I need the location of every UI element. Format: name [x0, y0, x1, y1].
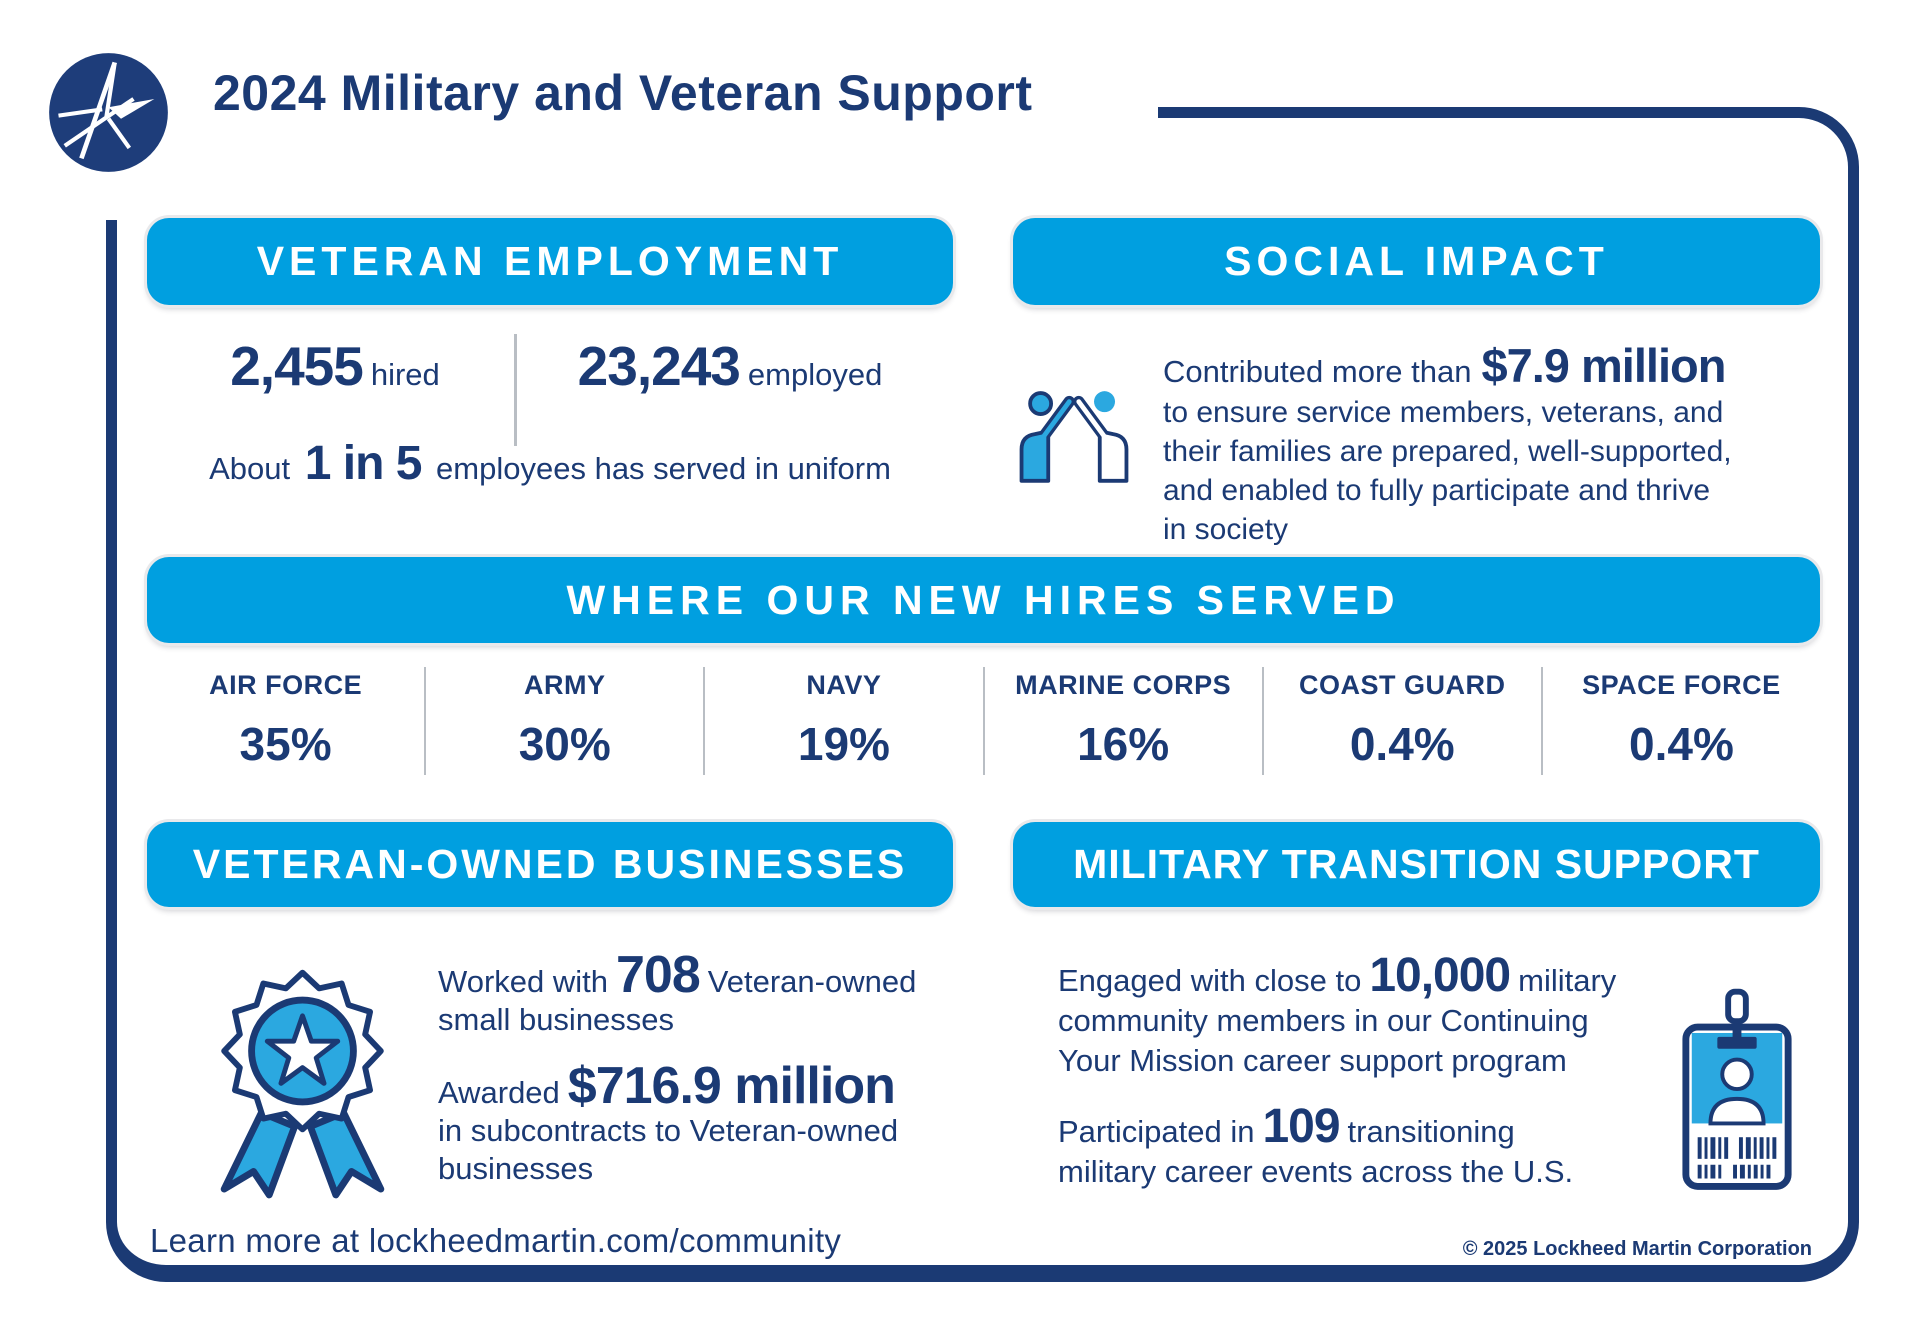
worked-suffix: Veteran-owned: [707, 964, 917, 999]
branch-air-force: [147, 664, 424, 778]
branch-space-force: [1543, 664, 1820, 778]
participated-value: 109: [1262, 1100, 1340, 1153]
engaged-suffix: military: [1518, 963, 1617, 998]
stat-employed-value: 23,243: [577, 335, 740, 397]
section-header-new-hires: WHERE OUR NEW HIRES SERVED: [147, 557, 1820, 643]
stat-hired-value: 2,455: [230, 335, 363, 397]
branch-pct: 0.4%: [1349, 718, 1455, 770]
award-ribbon-icon: [185, 948, 420, 1203]
stat-hired-label: hired: [370, 357, 440, 392]
engaged-line2: community members in our Continuing: [1058, 1003, 1589, 1038]
new-hires-stats-row: [147, 664, 1820, 778]
veteran-owned-text: [438, 946, 978, 1188]
branch-navy: [705, 664, 982, 778]
engaged-value: 10,000: [1369, 949, 1511, 1002]
stat-employed: [520, 334, 940, 398]
branch-pct: 0.4%: [1629, 718, 1734, 770]
awarded-line3: businesses: [438, 1151, 594, 1186]
branch-coast-guard: [1264, 664, 1541, 778]
high-five-people-icon: [1012, 388, 1136, 484]
section-header-veteran-employment: VETERAN EMPLOYMENT: [147, 218, 953, 305]
branch-label: SPACE FORCE: [1582, 670, 1781, 700]
social-impact-lead: [1163, 338, 1823, 393]
copyright-text: © 2025 Lockheed Martin Corporation: [1462, 1238, 1812, 1260]
awarded-line: [438, 1057, 978, 1115]
stat-hired: [160, 334, 510, 398]
worked-value: 708: [616, 946, 700, 1004]
social-impact-line: to ensure service members, veterans, and: [1163, 396, 1724, 429]
page-title: 2024 Military and Veteran Support: [213, 65, 1033, 121]
branch-pct: 30%: [518, 718, 611, 770]
branch-label: MARINE CORPS: [1015, 670, 1232, 700]
branch-pct: 16%: [1077, 718, 1170, 770]
social-impact-lead-prefix: Contributed more than: [1163, 354, 1472, 389]
stat-one-in-five: [147, 436, 953, 491]
stat-divider: [514, 334, 517, 446]
transition-text: [1058, 949, 1638, 1192]
about-suffix: employees has served in uniform: [436, 451, 891, 486]
social-impact-text: [1163, 338, 1823, 549]
lockheed-martin-logo-icon: [46, 50, 171, 175]
worked-prefix: Worked with: [438, 964, 608, 999]
section-header-transition: MILITARY TRANSITION SUPPORT: [1013, 822, 1820, 907]
engaged-line3: Your Mission career support program: [1058, 1043, 1567, 1078]
participated-line2: military career events across the U.S.: [1058, 1154, 1574, 1189]
branch-pct: 35%: [239, 718, 332, 770]
social-impact-amount: $7.9 million: [1481, 339, 1726, 392]
participated-suffix: transitioning: [1347, 1114, 1515, 1149]
branch-marine-corps: [985, 664, 1262, 778]
branch-label: AIR FORCE: [209, 670, 363, 700]
participated-prefix: Participated in: [1058, 1114, 1255, 1149]
awarded-line2: in subcontracts to Veteran-owned: [438, 1113, 899, 1148]
awarded-value: $716.9 million: [567, 1057, 895, 1115]
participated-line: [1058, 1100, 1638, 1153]
branch-label: NAVY: [806, 670, 882, 700]
about-highlight: 1 in 5: [304, 437, 422, 490]
learn-more-text: Learn more at lockheedmartin.com/community: [150, 1222, 842, 1259]
engaged-line: [1058, 949, 1638, 1002]
worked-with-line: [438, 946, 978, 1004]
engaged-prefix: Engaged with close to: [1058, 963, 1362, 998]
section-header-veteran-owned: VETERAN-OWNED BUSINESSES: [147, 822, 953, 907]
stat-employed-label: employed: [747, 357, 883, 392]
id-badge-icon: [1678, 980, 1796, 1202]
awarded-prefix: Awarded: [438, 1075, 560, 1110]
branch-army: [426, 664, 703, 778]
section-header-social-impact: SOCIAL IMPACT: [1013, 218, 1820, 305]
social-impact-line: and enabled to fully participate and thrive: [1163, 474, 1711, 507]
about-prefix: About: [209, 451, 291, 486]
worked-line2: small businesses: [438, 1002, 675, 1037]
branch-pct: 19%: [797, 718, 890, 770]
branch-label: COAST GUARD: [1299, 670, 1506, 700]
social-impact-line: in society: [1163, 513, 1289, 546]
branch-label: ARMY: [524, 670, 606, 700]
social-impact-line: their families are prepared, well-supported,: [1163, 435, 1732, 468]
